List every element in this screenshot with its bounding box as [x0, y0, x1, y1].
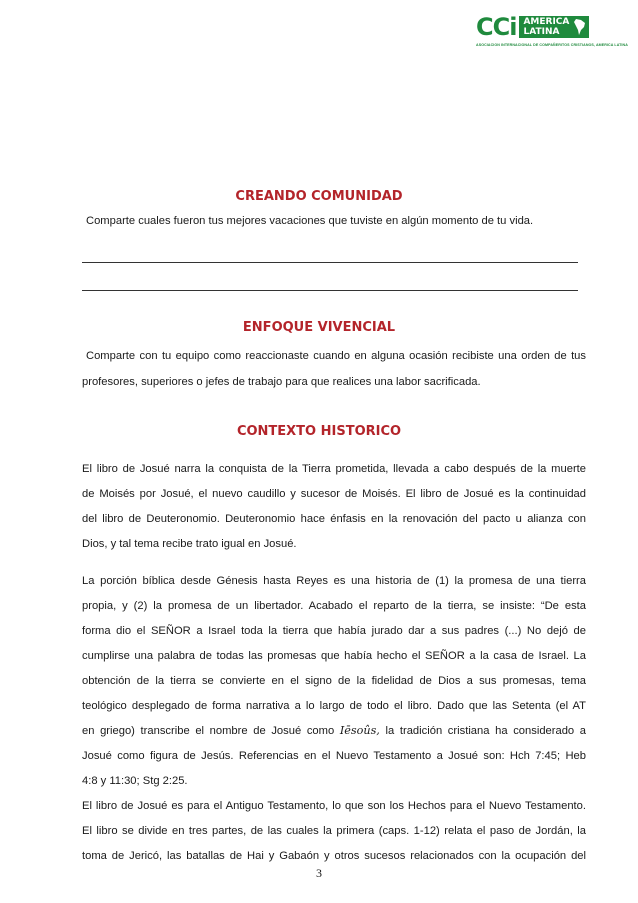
paragraph-line: toma de Jericó, las batallas de Hai y Gabaón y otros sucesos relacionados con la ocupación del: [82, 850, 586, 862]
paragraph-line: teológico desplegado de forma narrativa a lo largo de todo el libro. Dado que las Setenta (el AT: [82, 700, 586, 712]
paragraph-text: la tradición cristiana ha considerado a: [385, 725, 587, 737]
logo-cci: CCi: [476, 13, 517, 41]
paragraph-line: del libro de Deuteronomio. Deuteronomio hace énfasis en la renovación del pacto u alianza con: [82, 513, 586, 525]
paragraph-line: cumplirse una palabra de todas las promesas que había hecho el SEÑOR a la casa de Israel. La: [82, 650, 586, 662]
paragraph-line: El libro de Josué es para el Antiguo Testamento, lo que son los Hechos para el Nuevo Testamento.: [82, 800, 586, 812]
paragraph-line: Comparte con tu equipo como reaccionaste cuando en alguna ocasión recibiste una orden de tus: [86, 350, 586, 362]
heading-creando-comunidad: CREANDO COMUNIDAD: [235, 189, 403, 204]
logo: [476, 12, 628, 52]
heading-contexto-historico: CONTEXTO HISTORICO: [236, 424, 402, 439]
paragraph-line: Josué como figura de Jesús. Referencias en el Nuevo Testamento a Josué son: Hch 7:45; Heb: [82, 750, 586, 762]
paragraph-line: La porción bíblica desde Génesis hasta Reyes es una historia de (1) la promesa de una tierra: [82, 575, 586, 587]
paragraph-line: profesores, superiores o jefes de trabajo para que realices una labor sacrificada.: [82, 376, 481, 388]
logo-line1: AMERICA: [523, 17, 570, 27]
paragraph-line: obtención de la tierra se convierte en el signo de la fidelidad de Dios a sus promesas, tema: [82, 675, 586, 687]
paragraph-line: de Moisés por Josué, el nuevo caudillo y sucesor de Moisés. El libro de Josué es la continuidad: [82, 488, 586, 500]
paragraph-line: Dios, y tal tema recibe trato igual en Josué.: [82, 538, 297, 550]
answer-line: [82, 290, 578, 291]
greek-name: Iēsoûs,: [339, 724, 380, 737]
paragraph-line: 4:8 y 11:30; Stg 2:25.: [82, 775, 188, 787]
paragraph-line: propia, y (2) la promesa de un libertador. Acabado el reparto de la tierra, se insiste: “De esta: [82, 600, 586, 612]
heading-enfoque-vivencial: ENFOQUE VIVENCIAL: [242, 320, 396, 335]
logo-region-box: [519, 16, 589, 38]
paragraph-line: [82, 724, 586, 738]
comunidad-prompt: Comparte cuales fueron tus mejores vacaciones que tuviste en algún momento de tu vida.: [86, 215, 534, 227]
paragraph-line: El libro se divide en tres partes, de las cuales la primera (caps. 1-12) relata el paso de Jordán, la: [82, 825, 586, 837]
answer-line: [82, 262, 578, 263]
paragraph-line: forma dio el SEÑOR a Israel toda la tierra que había jurado dar a sus padres (...) No dejó de: [82, 625, 586, 637]
logo-line2: LATINA: [523, 27, 560, 37]
paragraph-text: en griego) transcribe el nombre de Josué como: [82, 725, 335, 737]
paragraph-line: El libro de Josué narra la conquista de la Tierra prometida, llevada a cabo después de la muerte: [82, 463, 586, 475]
logo-subtitle: ASOCIACION INTERNACIONAL DE COMPAÑERITOS CRISTIANOS, AMERICA LATINA: [476, 43, 628, 47]
page-number: 3: [316, 866, 322, 880]
latin-america-map-icon: [573, 18, 587, 36]
